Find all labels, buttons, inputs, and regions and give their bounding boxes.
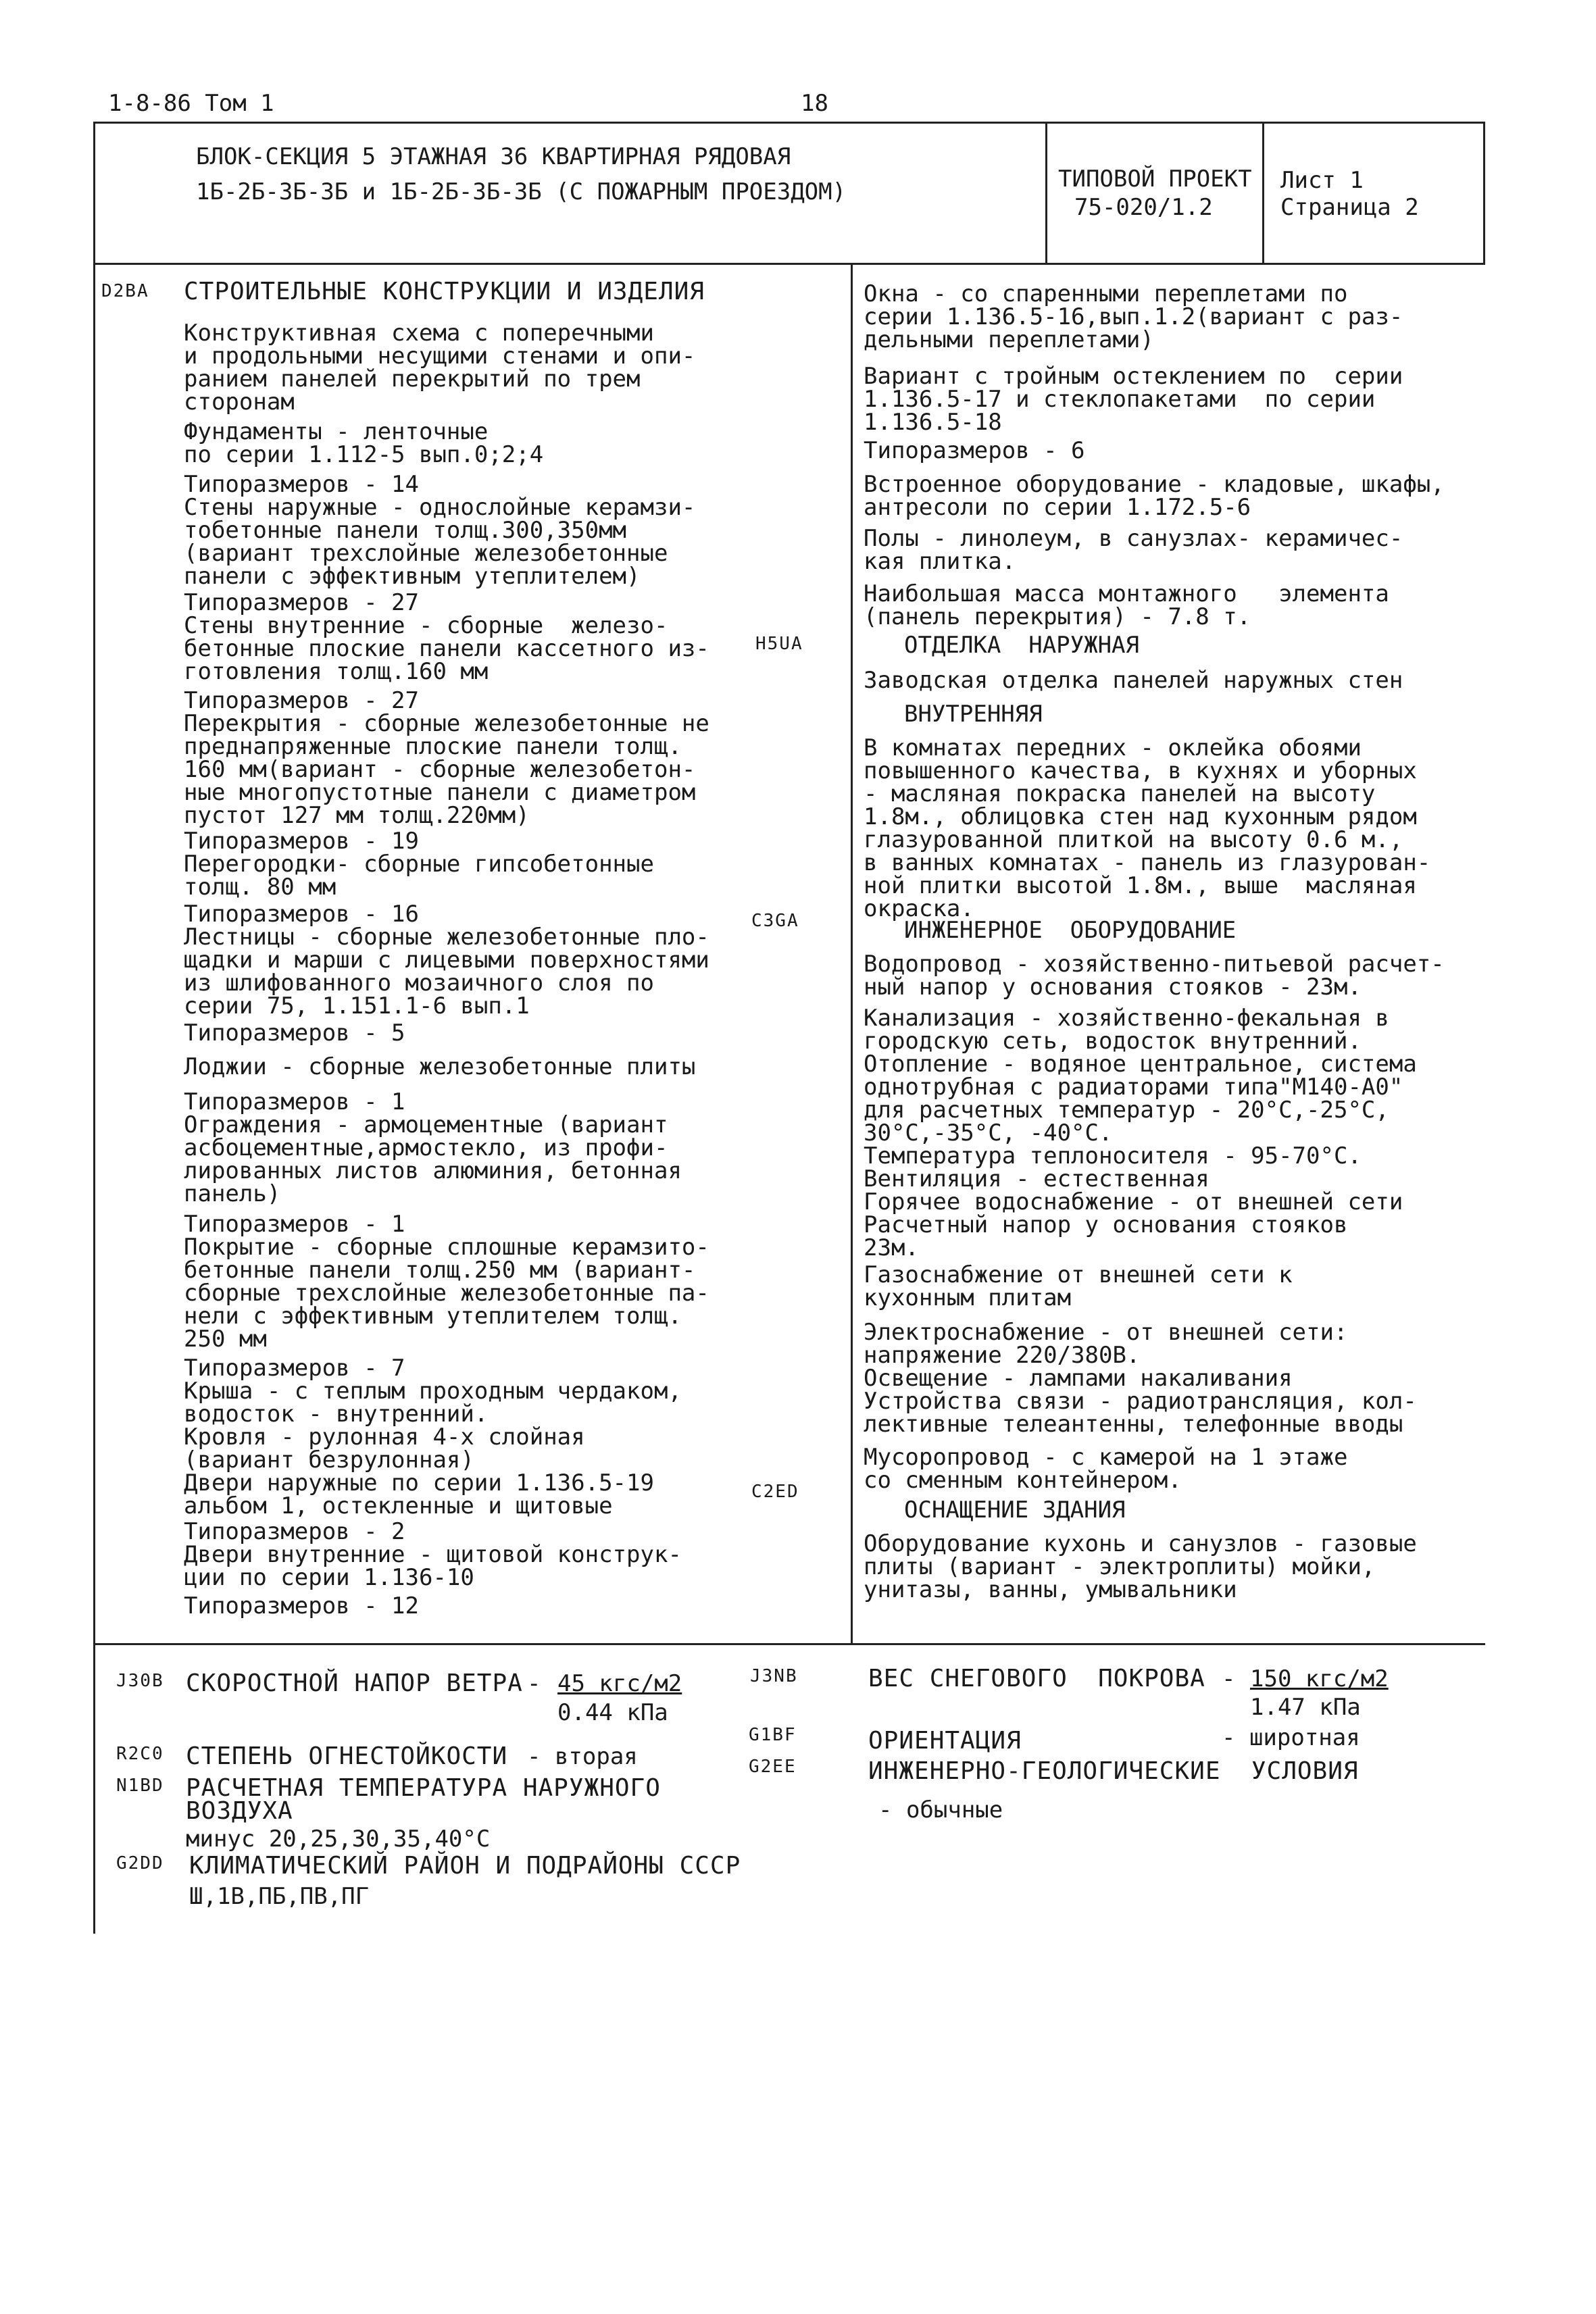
climate-value: Ш,1В,ПБ,ПВ,ПГ	[189, 1883, 370, 1910]
snow-value-2: 1.47 кПа	[1250, 1694, 1361, 1721]
sheet-label: Лист 1	[1280, 167, 1364, 194]
snow-label: ВЕС СНЕГОВОГО ПОКРОВА	[868, 1665, 1205, 1692]
right-paragraph: Оборудование кухонь и санузлов - газовые плиты (вариант - электроплиты) мойки, унитазы, ванны, умывальники	[864, 1530, 1417, 1603]
code-mark: D2BA	[101, 281, 149, 301]
section-heading-engineering: ИНЖЕНЕРНОЕ ОБОРУДОВАНИЕ	[904, 917, 1237, 944]
code-mark: C2ED	[751, 1482, 799, 1502]
project-number: 75-020/1.2	[1074, 194, 1213, 221]
wind-label: СКОРОСТНОЙ НАПОР ВЕТРА	[186, 1669, 523, 1697]
orientation-label: ОРИЕНТАЦИЯ	[868, 1727, 1022, 1755]
code-mark: G2EE	[749, 1757, 797, 1777]
fire-resistance-value: - вторая	[527, 1743, 638, 1770]
snow-dash: -	[1222, 1665, 1236, 1692]
right-paragraph: Типоразмеров - 6	[864, 437, 1085, 464]
left-paragraph: Типоразмеров - 14 Стены наружные - однослойные керамзи- тобетонные панели толщ.300,350мм (вариант трехслойные железобетонные панели с эффективным утеплителем)	[184, 471, 696, 590]
left-paragraph: Типоразмеров - 7 Крыша - с теплым проходным чердаком, водосток - внутренний. Кровля - рулонная 4-х слойная (вариант безрулонная) Двери наружные по серии 1.136.5-19 альбом 1, остекленные и щитовые	[184, 1355, 682, 1519]
title-divider-1	[1045, 122, 1047, 265]
title-line-2: 1Б-2Б-3Б-3Б и 1Б-2Б-3Б-3Б (С ПОЖАРНЫМ ПРОЕЗДОМ)	[196, 178, 847, 205]
title-line-1: БЛОК-СЕКЦИЯ 5 ЭТАЖНАЯ 36 КВАРТИРНАЯ РЯДОВАЯ	[196, 143, 791, 170]
right-paragraph: Вариант с тройным остеклением по серии 1.136.5-17 и стеклопакетами по серии 1.136.5-18	[864, 363, 1403, 436]
geology-value: - обычные	[878, 1796, 1003, 1823]
code-mark: R2C0	[116, 1744, 164, 1764]
column-divider	[851, 265, 853, 1643]
code-mark: J3NB	[750, 1666, 798, 1686]
snow-value-1: 150 кгс/м2	[1250, 1665, 1389, 1692]
left-heading: СТРОИТЕЛЬНЫЕ КОНСТРУКЦИИ И ИЗДЕЛИЯ	[184, 278, 705, 305]
right-paragraph: Встроенное оборудование - кладовые, шкафы, антресоли по серии 1.172.5-6	[864, 471, 1445, 521]
right-paragraph: Окна - со спаренными переплетами по серии 1.136.5-16,вып.1.2(вариант с раз- дельными переплетами)	[864, 280, 1403, 353]
left-paragraph: Типоразмеров - 1 Покрытие - сборные сплошные керамзито- бетонные панели толщ.250 мм (вариант- сборные трехслойные железобетонные па- нели с эффективным утеплителем толщ. 250 мм	[184, 1211, 709, 1353]
left-paragraph: Типоразмеров - 2 Двери внутренние - щитовой конструк- ции по серии 1.136-10	[184, 1518, 682, 1591]
geology-label: ИНЖЕНЕРНО-ГЕОЛОГИЧЕСКИЕ УСЛОВИЯ	[868, 1757, 1359, 1785]
left-paragraph: Типоразмеров - 27 Стены внутренние - сборные железо- бетонные плоские панели кассетного из- готовления толщ.160 мм	[184, 589, 709, 685]
left-paragraph: Типоразмеров - 5	[184, 1020, 405, 1047]
title-divider-2	[1262, 122, 1264, 265]
section-heading-equipment: ОСНАЩЕНИЕ ЗДАНИЯ	[904, 1496, 1126, 1524]
left-paragraph: Конструктивная схема с поперечными и продольными несущими стенами и опи- ранием панелей перекрытий по трем сторонам	[184, 320, 696, 416]
right-paragraph: Газоснабжение от внешней сети к кухонным плитам	[864, 1261, 1293, 1311]
section-heading-exterior: ОТДЕЛКА НАРУЖНАЯ	[904, 632, 1139, 659]
temperature-label: РАСЧЕТНАЯ ТЕМПЕРАТУРА НАРУЖНОГО ВОЗДУХА	[186, 1774, 661, 1825]
left-paragraph: Лоджии - сборные железобетонные плиты	[184, 1053, 696, 1080]
section-heading-interior: ВНУТРЕННЯЯ	[904, 701, 1043, 728]
left-paragraph: Типоразмеров - 12	[184, 1592, 419, 1619]
right-paragraph: В комнатах передних - оклейка обоями повышенного качества, в кухнях и уборных - масляная покраска панелей на высоту 1.8м., облицовка стен над кухонным рядом глазурованной плиткой на высоту 0.6 м., в ванных комнатах - панель из глазурован- ной плитки высотой 1.8м., выше масляная окраска.	[864, 734, 1431, 922]
left-paragraph: Фундаменты - ленточные по серии 1.112-5 вып.0;2;4	[184, 418, 544, 468]
page-label: Страница 2	[1280, 194, 1419, 221]
code-mark: H5UA	[755, 634, 803, 654]
left-paragraph: Типоразмеров - 27 Перекрытия - сборные железобетонные не преднапряженные плоские панели толщ. 160 мм(вариант - сборные железобетон- ные многопустотные панели с диаметром пустот 127 мм толщ.220мм)	[184, 687, 709, 829]
code-mark: J30B	[116, 1671, 164, 1691]
wind-dash: -	[527, 1670, 541, 1697]
frame-left	[93, 265, 95, 1934]
right-paragraph: Канализация - хозяйственно-фекальная в городскую сеть, водосток внутренний. Отопление - водяное центральное, система однотрубная с радиаторами типа"М140-А0" для расчетных температур - 20°С,-25°С, 30°С,-35°С, -40°С. Температура теплоносителя - 95-70°С. Вентиляция - естественная Горячее водоснабжение - от внешней сети Расчетный напор у основания стояков 23м.	[864, 1005, 1417, 1261]
section-divider	[93, 1643, 1485, 1645]
document-reference: 1-8-86 Том 1	[108, 90, 274, 117]
right-paragraph: Водопровод - хозяйственно-питьевой расчет- ный напор у основания стояков - 23м.	[864, 951, 1445, 1001]
right-paragraph: Наибольшая масса монтажного элемента (панель перекрытия) - 7.8 т.	[864, 580, 1389, 630]
climate-label: КЛИМАТИЧЕСКИЙ РАЙОН И ПОДРАЙОНЫ СССР	[189, 1852, 741, 1880]
orientation-value: - широтная	[1222, 1724, 1360, 1751]
page-number: 18	[801, 90, 828, 117]
code-mark: G1BF	[749, 1725, 797, 1745]
code-mark: G2DD	[116, 1853, 164, 1873]
right-paragraph: Мусоропровод - с камерой на 1 этаже со сменным контейнером.	[864, 1444, 1348, 1494]
project-label: ТИПОВОЙ ПРОЕКТ	[1058, 166, 1252, 193]
wind-value-2: 0.44 кПа	[557, 1699, 668, 1726]
wind-value-1: 45 кгс/м2	[557, 1670, 682, 1697]
left-paragraph: Типоразмеров - 1 Ограждения - армоцементные (вариант асбоцементные,армостекло, из профи- лированных листов алюминия, бетонная панель)	[184, 1088, 682, 1207]
right-paragraph: Полы - линолеум, в санузлах- керамичес- кая плитка.	[864, 525, 1403, 575]
code-mark: N1BD	[116, 1776, 164, 1796]
left-paragraph: Типоразмеров - 19 Перегородки- сборные гипсобетонные толщ. 80 мм	[184, 828, 654, 901]
left-paragraph: Типоразмеров - 16 Лестницы - сборные железобетонные пло- щадки и марши с лицевыми поверхностями из шлифованного мозаичного слоя по серии 75, 1.151.1-6 вып.1	[184, 901, 709, 1020]
temperature-value: минус 20,25,30,35,40°С	[186, 1826, 491, 1853]
right-paragraph: Электроснабжение - от внешней сети: напряжение 220/380В. Освещение - лампами накаливания Устройства связи - радиотрансляция, кол- лективные телеантенны, телефонные вводы	[864, 1319, 1417, 1438]
code-mark: C3GA	[751, 911, 799, 931]
fire-resistance-label: СТЕПЕНЬ ОГНЕСТОЙКОСТИ	[186, 1742, 508, 1770]
right-paragraph: Заводская отделка панелей наружных стен	[864, 667, 1403, 694]
